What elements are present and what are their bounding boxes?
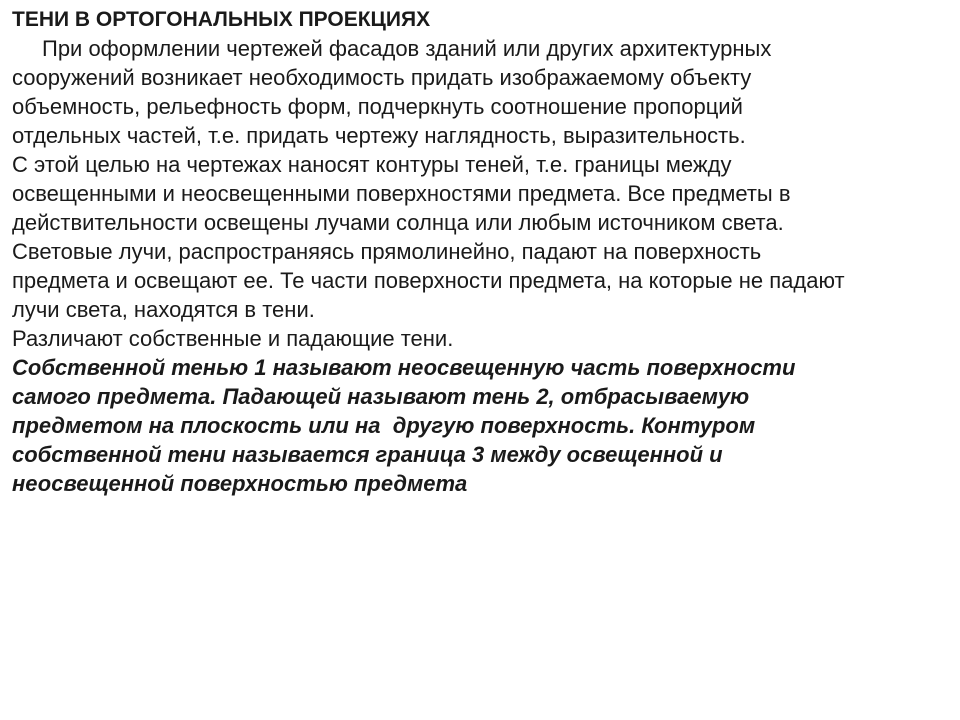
paragraph-line: предмета и освещают ее. Те части поверхности предмета, на которые не падают: [12, 268, 845, 293]
paragraph-line: лучи света, находятся в тени.: [12, 297, 315, 322]
definition-line: Собственной тенью 1 называют неосвещенную часть поверхности: [12, 355, 796, 380]
paragraph-line: объемность, рельефность форм, подчеркнуть соотношение пропорций: [12, 94, 743, 119]
paragraph-line: освещенными и неосвещенными поверхностями предмета. Все предметы в: [12, 181, 791, 206]
slide-body: [12, 34, 952, 498]
paragraph-line: Различают собственные и падающие тени.: [12, 326, 454, 351]
definition-line: собственной тени называется граница 3 между освещенной и: [12, 442, 723, 467]
paragraph-line: сооружений возникает необходимость придать изображаемому объекту: [12, 65, 752, 90]
paragraph-line: При оформлении чертежей фасадов зданий или других архитектурных: [42, 36, 772, 61]
paragraph-line: Световые лучи, распространяясь прямолинейно, падают на поверхность: [12, 239, 762, 264]
paragraph-line: С этой целью на чертежах наносят контуры теней, т.е. границы между: [12, 152, 732, 177]
slide-title: ТЕНИ В ОРТОГОНАЛЬНЫХ ПРОЕКЦИЯХ: [12, 8, 431, 31]
definition-line: неосвещенной поверхностью предмета: [12, 471, 468, 496]
paragraph-line: действительности освещены лучами солнца или любым источником света.: [12, 210, 784, 235]
definition-line: самого предмета. Падающей называют тень 2, отбрасываемую: [12, 384, 750, 409]
paragraph-line: отдельных частей, т.е. придать чертежу наглядность, выразительность.: [12, 123, 746, 148]
definition-line: предметом на плоскость или на другую поверхность. Контуром: [12, 413, 756, 438]
